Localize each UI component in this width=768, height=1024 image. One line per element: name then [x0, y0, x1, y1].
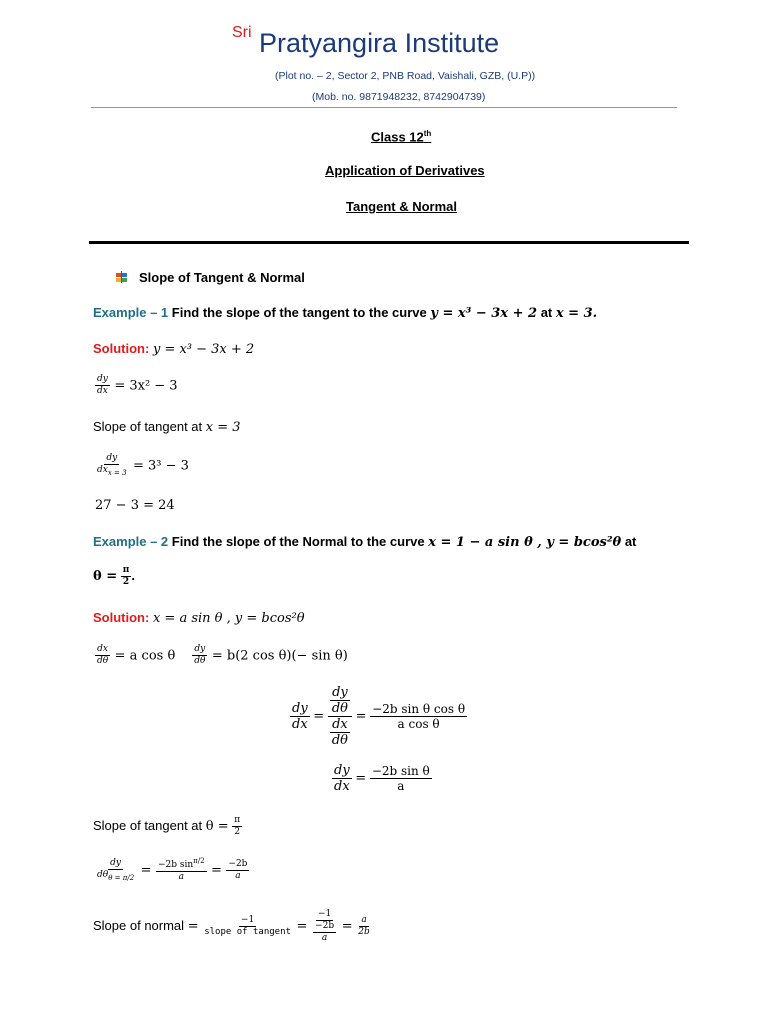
example1-label: Example – 1	[93, 305, 169, 320]
slope1-text: Slope of tangent at	[93, 419, 203, 434]
example2-line	[93, 534, 636, 550]
substitution-line: $\frac{dy}{d\theta_{\theta = \pi/2}}$ = $\frac{-2b \sin^{\pi/2}}{a}$ = $\frac{-2b}{a}$	[97, 857, 248, 882]
class-title	[371, 129, 431, 144]
example2-text: Find the slope of the Normal to the curve	[171, 534, 425, 549]
dy-dtheta-fraction: $\frac{dy}{d\theta}$	[194, 644, 206, 666]
pi-over-2: $\frac{\pi}{2}$	[122, 565, 130, 587]
bullet-icon	[116, 270, 128, 282]
example1-text: Find the slope of the tangent to the curve	[171, 305, 427, 320]
slope1-line	[93, 419, 241, 435]
example1-eq: y = x³ − 3x + 2	[430, 306, 538, 321]
solution1-label: Solution:	[93, 341, 150, 356]
example2-point: θ = $\frac{\pi}{2}$ .	[93, 565, 135, 587]
simplified-equation: $\frac{dy}{dx}$ = $\frac{\text{−2b sin θ}}{a}$	[334, 763, 430, 794]
institute-title: Pratyangira Institute	[259, 28, 500, 58]
topic-title: Tangent & Normal	[346, 199, 457, 214]
chapter-title: Application of Derivatives	[325, 163, 485, 178]
deriv1-rhs: = 3x² − 3	[114, 378, 178, 394]
deriv1-eval-line	[95, 454, 189, 477]
dx-dtheta-fraction: $\frac{dx}{d\theta}$	[97, 644, 109, 666]
example1-point: x = 3.	[555, 306, 598, 321]
class-label: Class 12	[371, 129, 424, 145]
chain-rule-equation: $\frac{dy}{dx}$ = $\frac{\frac{dy}{d\theta}}{\frac{dx}{d\theta}}$ = $\frac{\text{−2b sin θ cos θ}}{\text{a cos θ}}$	[292, 685, 466, 748]
normal-slope-line: Slope of normal = $\frac{-1}{\text{slope of tangent}}$ = $\frac{-1}{\frac{-2b}{a}}$ = $\frac{a}{2b}$	[93, 909, 370, 943]
dy-dx-fraction: $\frac{dy}{dx}$	[97, 374, 108, 396]
address-line: (Plot no. – 2, Sector 2, PNB Road, Vaishali, GZB, (U.P))	[275, 70, 536, 82]
header-sri: Sri	[232, 24, 252, 41]
solution1-eq: y = x³ − 3x + 2	[152, 342, 255, 357]
result1-line: 27 − 3 = 24	[95, 498, 175, 513]
class-sup: th	[423, 129, 432, 138]
mobile-line: (Mob. no. 9871948232, 8742904739)	[312, 91, 486, 103]
dy-dx-eval-fraction: $\frac{dy}{dx_{x = 3}}$	[97, 453, 127, 477]
slope2-line: Slope of tangent at θ = $\frac{\pi}{2}$	[93, 815, 241, 837]
section-rule	[89, 241, 689, 244]
deriv1-eval-rhs: = 3³ − 3	[133, 458, 189, 474]
deriv1-line	[95, 375, 178, 396]
solution2-eq: x = a sin θ , y = bcos²θ	[152, 611, 305, 626]
solution1-line	[93, 341, 254, 357]
param-derivs-line: $\frac{dx}{d\theta}$ = a cos θ $\frac{dy}{d\theta}$ = b(2 cos θ)(− sin θ)	[97, 644, 348, 666]
header-rule	[91, 107, 677, 108]
example1-at: at	[540, 305, 553, 320]
solution2-line	[93, 610, 305, 626]
example2-eq: x = 1 − a sin θ , y = bcos²θ	[428, 535, 622, 550]
section-heading: Slope of Tangent & Normal	[139, 270, 305, 285]
example2-at: at	[624, 534, 637, 549]
solution2-label: Solution:	[93, 610, 150, 625]
example1-line	[93, 305, 597, 321]
example2-label: Example – 2	[93, 534, 169, 549]
slope1-at: x = 3	[205, 420, 241, 435]
